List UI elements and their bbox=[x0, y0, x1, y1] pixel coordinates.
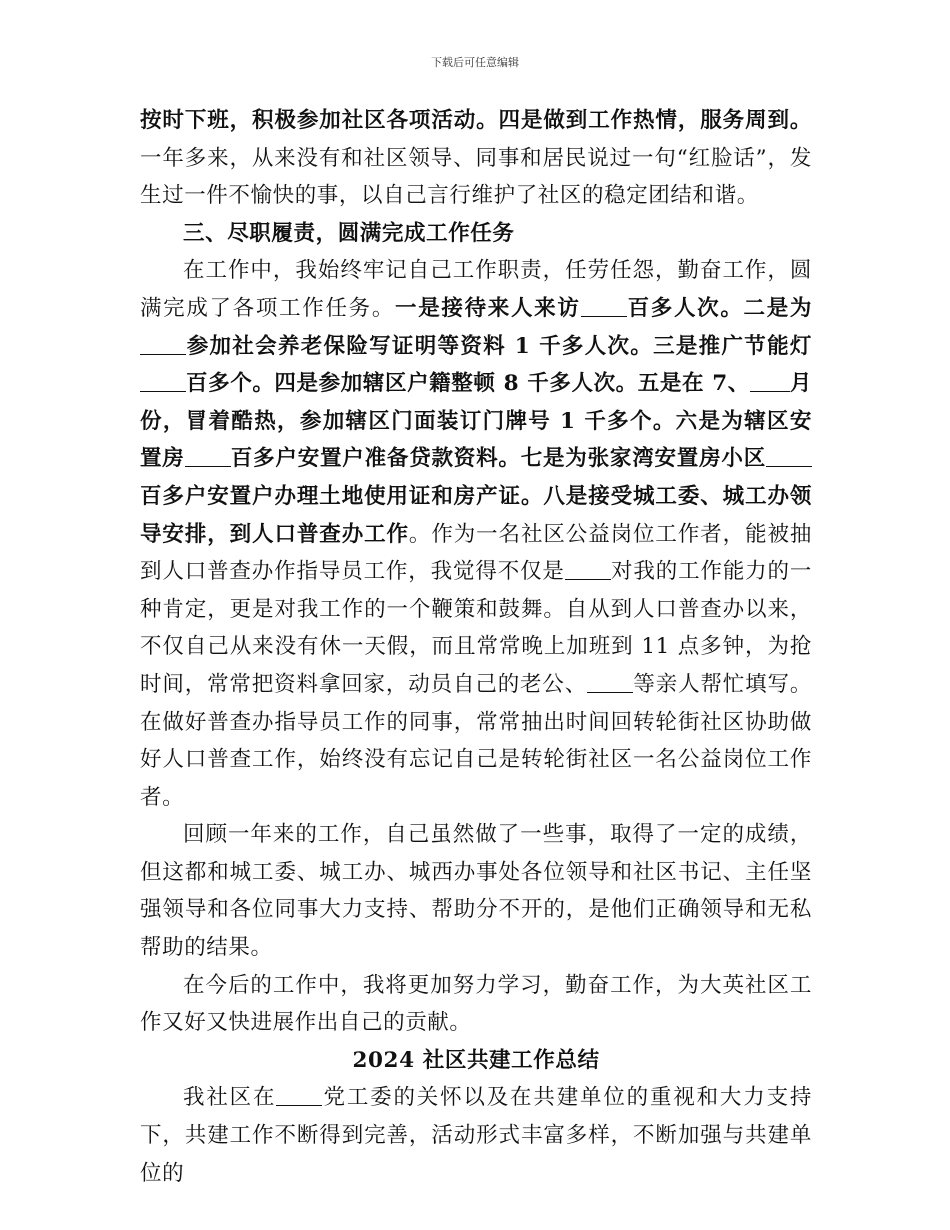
page-header: 下载后可任意编辑 bbox=[431, 56, 519, 69]
fill-blank bbox=[750, 371, 790, 392]
fill-blank bbox=[565, 559, 611, 580]
paragraph-3: 回顾一年来的工作，自己虽然做了一些事，取得了一定的成绩，但这都和城工委、城工办、城西办事处各位领导和社区书记、主任坚强领导和各位同事大力支持、帮助分不开的，是他们正确领导和无私帮助的结果。 bbox=[140, 822, 812, 961]
fill-blank bbox=[185, 446, 231, 467]
section-heading-3: 三、尽职履责，圆满完成工作任务 bbox=[183, 220, 515, 246]
paragraph-1-text: 一年多来，从来没有和社区领导、同事和居民说过一句“红脸话”，发生过一件不愉快的事，以自己言行维护了社区的稳定团结和谐。 bbox=[140, 145, 812, 209]
paragraph-4: 在今后的工作中，我将更加努力学习，勤奋工作，为大英社区工作又好又快进展作出自己的贡献。 bbox=[140, 972, 812, 1036]
fill-blank bbox=[140, 371, 186, 392]
fill-blank bbox=[276, 1085, 322, 1106]
paragraph-2: 在工作中，我始终牢记自己工作职责，任劳任怨，勤奋工作，圆满完成了各项工作任务。一是接待来人来访 百多人次。二是为参加社会养老保险写证明等资料 1 千多人次。三是推广节能灯百多个。四是参加辖区户籍整顿 8 千多人次。五是在 7、 月份，冒着酷热，参加辖区门面装订门牌号 1 千多个。六是为辖区安置房 百多户安置户准备贷款资料。七是为张家湾安置房小区百多户安置户办理土地使用证和房产证。八是接受城工委、城工办领导安排，到人口普查办工作。作为一名社区公益岗位工作者，能被抽到人口普查办作指导员工作，我觉得不仅是 对我的工作能力的一种肯定，更是对我工作的一个鞭策和鼓舞。自从到人口普查办以来，不仅自己从来没有休一天假，而且常常晚上加班到 11 点多钟，为抢时间，常常把资料拿回家，动员自己的老公、 等亲人帮忙填写。在做好普查办指导员工作的同事，常常抽出时间回转轮街社区协助做好人口普查工作，始终没有忘记自己是转轮街社区一名公益岗位工作者。 bbox=[140, 258, 812, 810]
document-body bbox=[140, 102, 812, 1192]
paragraph-2-bold: 一是接待来人来访 百多人次。二是为参加社会养老保险写证明等资料 1 千多人次。三是推广节能灯百多个。四是参加辖区户籍整顿 8 千多人次。五是在 7、 月份，冒着酷热，参加辖区门面装订门牌号 1 千多个。六是为辖区安置房 百多户安置户准备贷款资料。七是为张家湾安置房小区百多户安置户办理土地使用证和房产证。八是接受城工委、城工办领导安排，到人口普查办工作 bbox=[140, 295, 812, 547]
fill-blank bbox=[587, 672, 633, 693]
paragraph-1-bold: 按时下班，积极参加社区各项活动。四是做到工作热情，服务周到。 bbox=[140, 108, 812, 133]
paragraph-1 bbox=[140, 102, 812, 215]
document-title-2: 2024 社区共建工作总结 bbox=[352, 1047, 600, 1073]
fill-blank bbox=[140, 334, 186, 355]
paragraph-5: 我社区在 党工委的关怀以及在共建单位的重视和大力支持下，共建工作不断得到完善，活动形式丰富多样，不断加强与共建单位的 bbox=[140, 1085, 812, 1186]
fill-blank bbox=[581, 296, 627, 317]
fill-blank bbox=[766, 446, 812, 467]
paragraph-2-intro: 在工作中，我始终牢记自己工作职责，任劳任怨，勤奋工作，圆满完成了各项工作任务。 bbox=[140, 258, 812, 321]
